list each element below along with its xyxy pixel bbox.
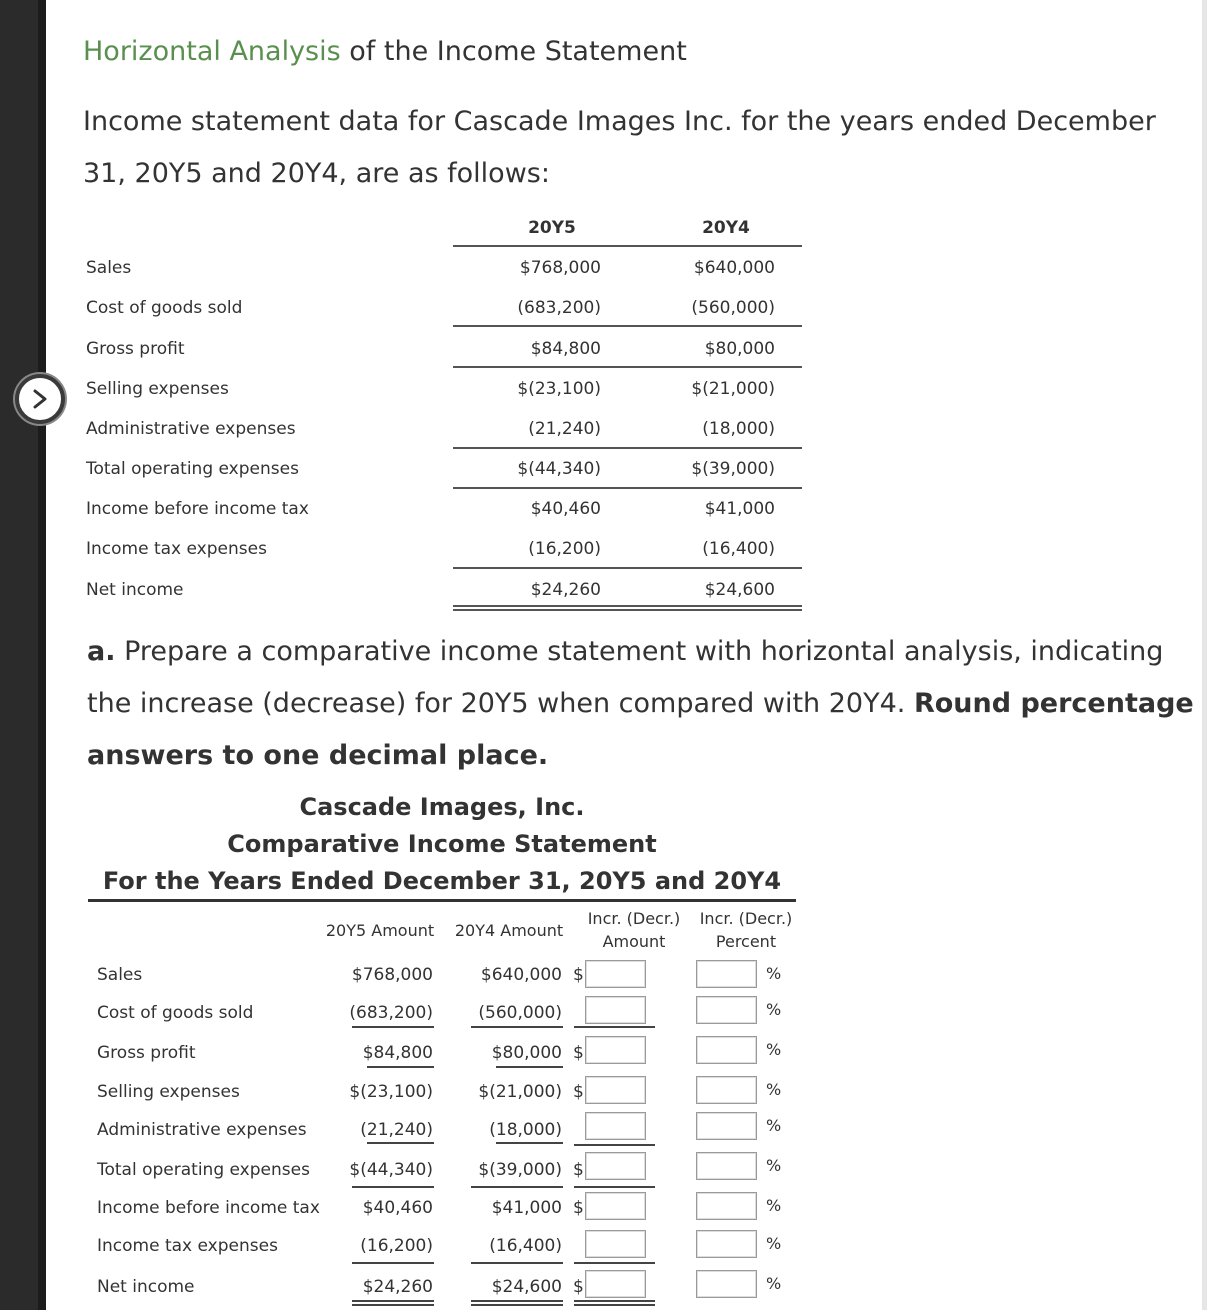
table-rule: [453, 366, 802, 368]
data-row-20y4-value: $41,000: [704, 499, 775, 519]
data-row-20y5-value: $40,460: [530, 499, 601, 519]
page-heading: [83, 36, 687, 67]
data-row-label: Administrative expenses: [86, 419, 296, 439]
amount-underline: [574, 1186, 655, 1188]
statement-row-20y4-amount: $640,000: [480, 965, 562, 985]
data-row-label: Gross profit: [86, 339, 185, 359]
data-row-20y5-value: (683,200): [517, 298, 601, 318]
col-header-incr-percent-line2: Percent: [715, 932, 777, 951]
incr-decr-percent-input[interactable]: [696, 1192, 757, 1220]
dollar-sign: $: [573, 965, 584, 985]
data-col-header-y5: 20Y5: [528, 218, 576, 238]
percent-sign: %: [766, 1080, 782, 1099]
col-header-incr-amount-line1: Incr. (Decr.): [587, 909, 681, 928]
statement-row-label: Income before income tax: [97, 1198, 320, 1218]
amount-underline: [574, 1144, 655, 1146]
amount-underline: [471, 1186, 563, 1188]
incr-decr-percent-input[interactable]: [696, 1270, 757, 1298]
heading-rest: of the Income Statement: [340, 36, 687, 67]
col-header-20y5-amount: 20Y5 Amount: [325, 921, 435, 940]
left-sidebar-edge: [38, 0, 46, 1310]
statement-row-label: Gross profit: [97, 1043, 196, 1063]
table-rule: [453, 567, 802, 569]
data-row-20y4-value: (16,400): [702, 539, 775, 559]
incr-decr-percent-input[interactable]: [696, 1112, 757, 1140]
data-row-20y4-value: $640,000: [693, 258, 775, 278]
question-prefix: a.: [87, 636, 116, 667]
dollar-sign: $: [573, 1277, 584, 1297]
statement-row-20y4-amount: $24,600: [491, 1277, 562, 1297]
statement-row-20y5-amount: $768,000: [351, 965, 433, 985]
amount-underline: [574, 1262, 655, 1264]
statement-row-20y4-amount: (16,400): [489, 1236, 562, 1256]
data-row-20y4-value: $(21,000): [691, 379, 775, 399]
data-row-20y5-value: $(44,340): [517, 459, 601, 479]
data-row-label: Total operating expenses: [86, 459, 299, 479]
data-row-20y5-value: $(23,100): [517, 379, 601, 399]
data-row-20y5-value: (16,200): [528, 539, 601, 559]
data-row-20y5-value: $24,260: [530, 580, 601, 600]
amount-underline: [352, 1262, 434, 1264]
data-row-20y4-value: $(39,000): [691, 459, 775, 479]
data-row-label: Selling expenses: [86, 379, 229, 399]
incr-decr-amount-input[interactable]: [585, 1036, 646, 1064]
right-edge: [1202, 0, 1207, 1310]
statement-row-20y4-amount: $(21,000): [478, 1082, 562, 1102]
question-body: Prepare a comparative income statement with horizontal analysis, indicating the increase (decrease) for 20Y5 when compared with 20Y4.: [87, 636, 1164, 719]
col-header-incr-percent-line1: Incr. (Decr.): [699, 909, 793, 928]
data-row-label: Income tax expenses: [86, 539, 267, 559]
table-rule: [453, 325, 802, 327]
statement-row-20y4-amount: (560,000): [478, 1003, 562, 1023]
dollar-sign: $: [573, 1043, 584, 1063]
heading-link[interactable]: Horizontal Analysis: [83, 36, 341, 67]
percent-sign: %: [766, 1274, 782, 1293]
statement-row-20y5-amount: (683,200): [349, 1003, 433, 1023]
data-row-label: Income before income tax: [86, 499, 309, 519]
table-rule: [453, 487, 802, 489]
statement-title: Comparative Income Statement: [227, 830, 657, 858]
title-rule: [88, 899, 796, 902]
col-header-incr-amount-line2: Amount: [602, 932, 666, 951]
statement-row-label: Sales: [97, 965, 143, 985]
statement-row-label: Administrative expenses: [97, 1120, 307, 1140]
incr-decr-amount-input[interactable]: [585, 1152, 646, 1180]
statement-row-label: Income tax expenses: [97, 1236, 278, 1256]
percent-sign: %: [766, 964, 782, 983]
amount-double-underline: [471, 1304, 563, 1306]
data-row-20y4-value: (18,000): [702, 419, 775, 439]
company-name: Cascade Images, Inc.: [299, 793, 585, 821]
incr-decr-percent-input[interactable]: [696, 1076, 757, 1104]
incr-decr-percent-input[interactable]: [696, 1036, 757, 1064]
amount-underline: [471, 1026, 563, 1028]
percent-sign: %: [766, 1116, 782, 1135]
incr-decr-amount-input[interactable]: [585, 960, 646, 988]
statement-row-label: Cost of goods sold: [97, 1003, 254, 1023]
amount-underline: [471, 1262, 563, 1264]
chevron-right-icon: [29, 388, 51, 410]
data-row-20y5-value: $84,800: [530, 339, 601, 359]
header-rule: [453, 245, 802, 247]
amount-underline: [471, 1300, 563, 1302]
amount-underline: [352, 1300, 434, 1302]
incr-decr-amount-input[interactable]: [585, 1230, 646, 1258]
incr-decr-percent-input[interactable]: [696, 996, 757, 1024]
amount-underline: [496, 1066, 563, 1068]
incr-decr-amount-input[interactable]: [585, 996, 646, 1024]
data-row-20y4-value: $24,600: [704, 580, 775, 600]
statement-row-20y4-amount: $80,000: [491, 1043, 562, 1063]
percent-sign: %: [766, 1156, 782, 1175]
intro-text: Income statement data for Cascade Images Inc. for the years ended December 31, 20Y5 and 20Y4, are as follows:: [83, 106, 1156, 189]
amount-double-underline: [574, 1304, 655, 1306]
data-row-20y5-value: (21,240): [528, 419, 601, 439]
data-row-20y5-value: $768,000: [519, 258, 601, 278]
question-instruction: Round percentage answers to one decimal place.: [87, 688, 1194, 771]
amount-underline: [367, 1142, 434, 1144]
col-header-incr-percent: [690, 907, 802, 953]
data-row-label: Net income: [86, 580, 184, 600]
percent-sign: %: [766, 1000, 782, 1019]
statement-row-20y5-amount: $(23,100): [349, 1082, 433, 1102]
statement-row-20y5-amount: $24,260: [362, 1277, 433, 1297]
data-row-label: Cost of goods sold: [86, 298, 243, 318]
dollar-sign: $: [573, 1198, 584, 1218]
statement-row-20y4-amount: (18,000): [489, 1120, 562, 1140]
dollar-sign: $: [573, 1160, 584, 1180]
percent-sign: %: [766, 1196, 782, 1215]
incr-decr-amount-input[interactable]: [585, 1076, 646, 1104]
col-header-20y4-amount: 20Y4 Amount: [454, 921, 564, 940]
statement-row-20y5-amount: (16,200): [360, 1236, 433, 1256]
statement-row-20y4-amount: $(39,000): [478, 1160, 562, 1180]
amount-double-underline: [352, 1304, 434, 1306]
table-double-rule-top: [453, 605, 802, 607]
amount-underline: [352, 1186, 434, 1188]
percent-sign: %: [766, 1234, 782, 1253]
left-sidebar-bar: [0, 0, 38, 1310]
table-rule: [453, 447, 802, 449]
data-row-20y4-value: $80,000: [704, 339, 775, 359]
statement-row-label: Net income: [97, 1277, 195, 1297]
data-row-20y4-value: (560,000): [691, 298, 775, 318]
col-header-incr-amount: [578, 907, 690, 953]
amount-underline: [496, 1142, 563, 1144]
incr-decr-amount-input[interactable]: [585, 1270, 646, 1298]
question-text: [87, 626, 1202, 782]
amount-underline: [574, 1300, 655, 1302]
table-double-rule-bottom: [453, 609, 802, 611]
statement-row-20y5-amount: $84,800: [362, 1043, 433, 1063]
data-col-header-y4: 20Y4: [702, 218, 750, 238]
statement-row-label: Total operating expenses: [97, 1160, 310, 1180]
statement-row-20y5-amount: $40,460: [362, 1198, 433, 1218]
statement-period: For the Years Ended December 31, 20Y5 and 20Y4: [102, 867, 782, 895]
statement-row-20y5-amount: (21,240): [360, 1120, 433, 1140]
incr-decr-percent-input[interactable]: [696, 960, 757, 988]
amount-underline: [574, 1026, 655, 1028]
amount-underline: [352, 1026, 434, 1028]
incr-decr-amount-input[interactable]: [585, 1192, 646, 1220]
statement-row-20y4-amount: $41,000: [491, 1198, 562, 1218]
incr-decr-amount-input[interactable]: [585, 1112, 646, 1140]
amount-underline: [367, 1066, 434, 1068]
incr-decr-percent-input[interactable]: [696, 1152, 757, 1180]
percent-sign: %: [766, 1040, 782, 1059]
incr-decr-percent-input[interactable]: [696, 1230, 757, 1258]
statement-row-20y5-amount: $(44,340): [349, 1160, 433, 1180]
statement-row-label: Selling expenses: [97, 1082, 240, 1102]
expand-panel-button[interactable]: [15, 374, 65, 424]
dollar-sign: $: [573, 1082, 584, 1102]
data-row-label: Sales: [86, 258, 132, 278]
